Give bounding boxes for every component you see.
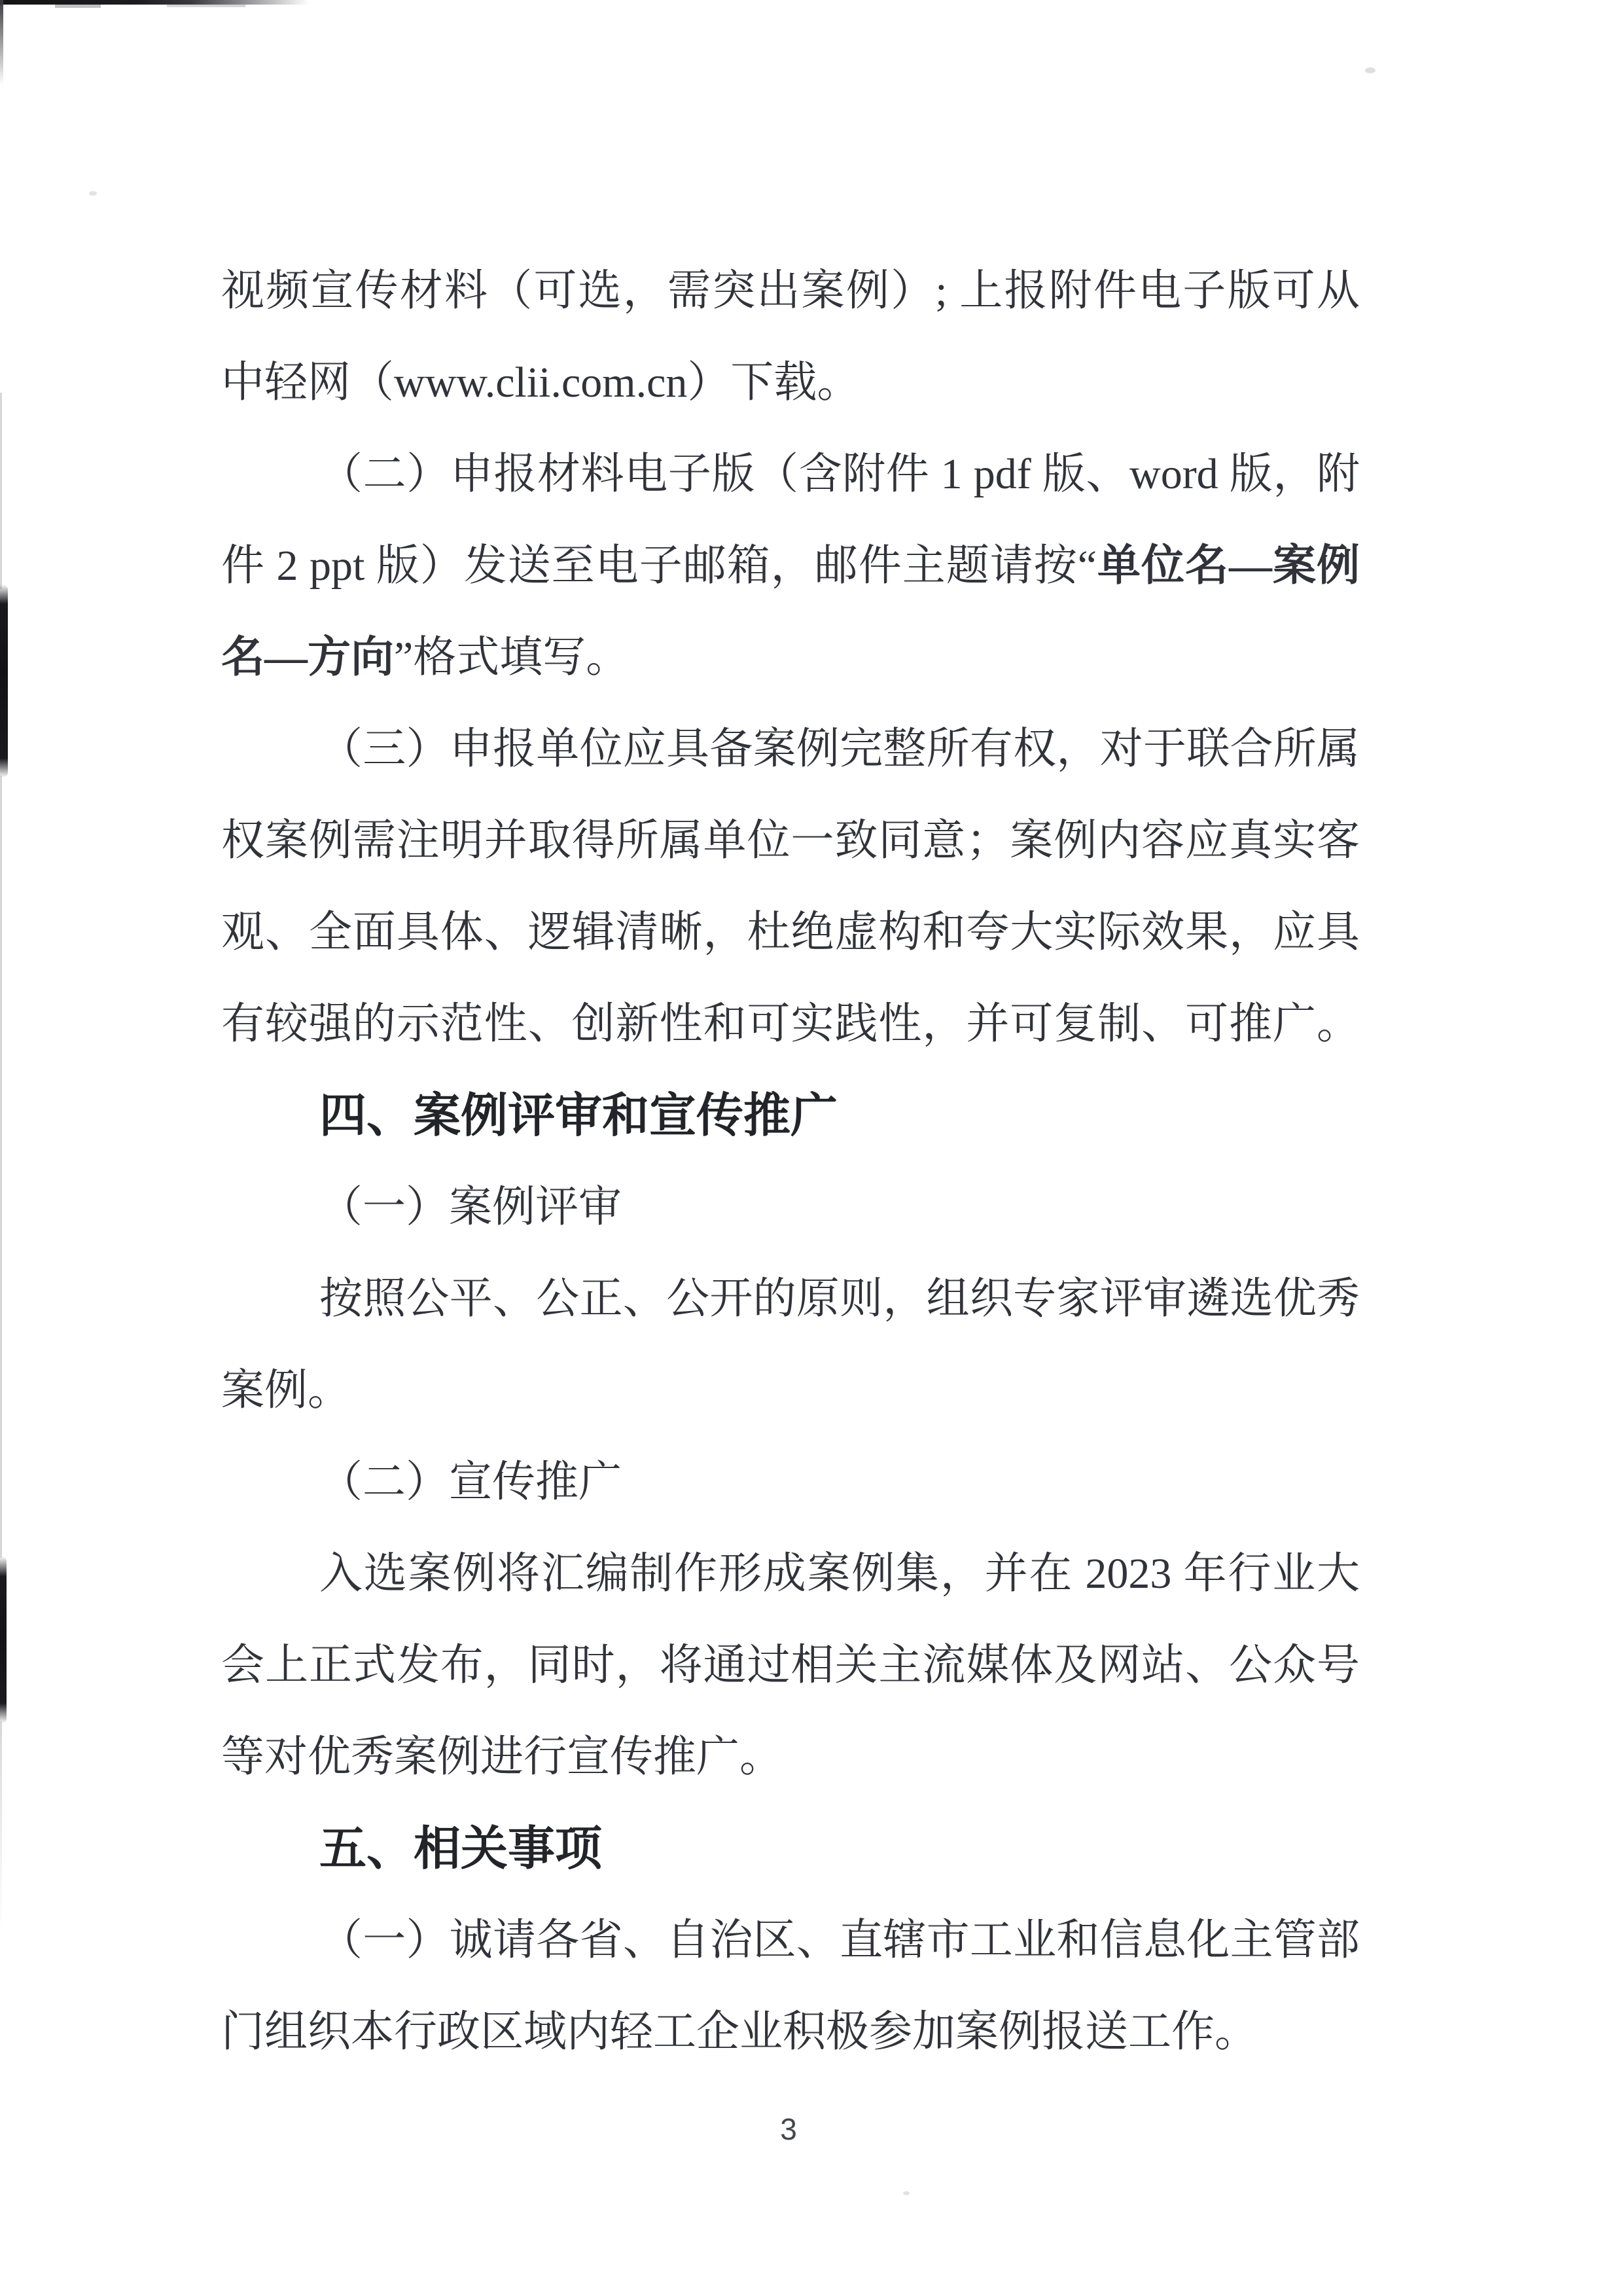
page-number: 3 (780, 2112, 797, 2146)
scan-artifact-left-streak (0, 776, 2, 1558)
text-segment: 权案例需注明并取得所属单位一致同意；案例内容应真实客 (221, 817, 1360, 865)
text-segment: 案例。 (221, 1367, 351, 1414)
text-line (221, 1620, 1360, 1712)
text-line (221, 1162, 1360, 1253)
text-segment: （二）申报材料电子版（含附件 1 pdf 版、word 版，附 (319, 450, 1360, 498)
text-segment-bold: 单位名—案例 (1097, 542, 1360, 590)
scan-artifact-left-streak (0, 0, 3, 85)
scan-artifact-left-streak (0, 1721, 2, 1931)
text-segment: 按照公平、公正、公开的原则，组织专家评审遴选优秀 (319, 1275, 1360, 1323)
scan-artifact-left-blob (0, 584, 8, 778)
text-line (221, 1712, 1360, 1803)
text-line (221, 1253, 1360, 1345)
text-line (221, 1437, 1360, 1528)
text-line (221, 887, 1360, 978)
text-segment-bold: 四、案例评审和宣传推广 (319, 1090, 838, 1142)
scan-artifact-left-streak (0, 393, 2, 589)
text-segment: （三）申报单位应具备案例完整所有权，对于联合所属 (319, 725, 1360, 773)
text-line (221, 1895, 1360, 1986)
text-segment: （一）案例评审 (319, 1183, 622, 1231)
section-heading-5 (221, 1803, 1360, 1895)
text-line (221, 1345, 1360, 1437)
text-line (221, 704, 1360, 795)
text-line (221, 795, 1360, 887)
text-segment: （二）宣传推广 (319, 1458, 622, 1506)
text-segment: 门组织本行政区域内轻工企业积极参加案例报送工作。 (221, 2008, 1258, 2056)
scan-artifact-top-edge-dash (167, 5, 245, 7)
text-line (221, 245, 1360, 337)
text-segment-bold: 名—方向 (221, 634, 394, 681)
text-segment-bold: 五、相关事项 (319, 1823, 603, 1875)
scan-artifact-top-edge-dash (55, 5, 101, 8)
text-segment: 入选案例将汇编制作形成案例集，并在 2023 年行业大 (319, 1550, 1360, 1598)
text-line (221, 337, 1360, 429)
text-segment: 视频宣传材料（可选，需突出案例）; 上报附件电子版可从 (221, 267, 1360, 315)
text-line (221, 612, 1360, 704)
text-line (221, 978, 1360, 1070)
text-segment: 观、全面具体、逻辑清晰，杜绝虚构和夸大实际效果，应具 (221, 908, 1360, 956)
scan-artifact-smudge (1365, 67, 1376, 73)
text-segment: 中轻网（www.clii.com.cn）下载。 (221, 359, 861, 406)
document-page (221, 245, 1360, 2078)
scan-artifact-smudge (903, 2191, 910, 2195)
text-segment: 等对优秀案例进行宣传推广。 (221, 1733, 783, 1781)
text-segment: （一）诚请各省、自治区、直辖市工业和信息化主管部 (319, 1916, 1360, 1964)
scan-artifact-smudge (89, 191, 97, 196)
section-heading-4 (221, 1070, 1360, 1162)
text-segment: 有较强的示范性、创新性和可实践性，并可复制、可推广。 (221, 1000, 1360, 1048)
text-line (221, 1528, 1360, 1620)
text-segment: 会上正式发布，同时，将通过相关主流媒体及网站、公众号 (221, 1641, 1360, 1689)
scan-artifact-top-edge-bar (0, 0, 309, 5)
text-line (221, 520, 1360, 612)
text-line (221, 1986, 1360, 2078)
text-segment: 件 2 ppt 版）发送至电子邮箱，邮件主题请按“ (221, 542, 1097, 590)
scan-artifact-left-blob (0, 1556, 7, 1723)
text-segment: ”格式填写。 (394, 634, 630, 681)
text-line (221, 429, 1360, 520)
